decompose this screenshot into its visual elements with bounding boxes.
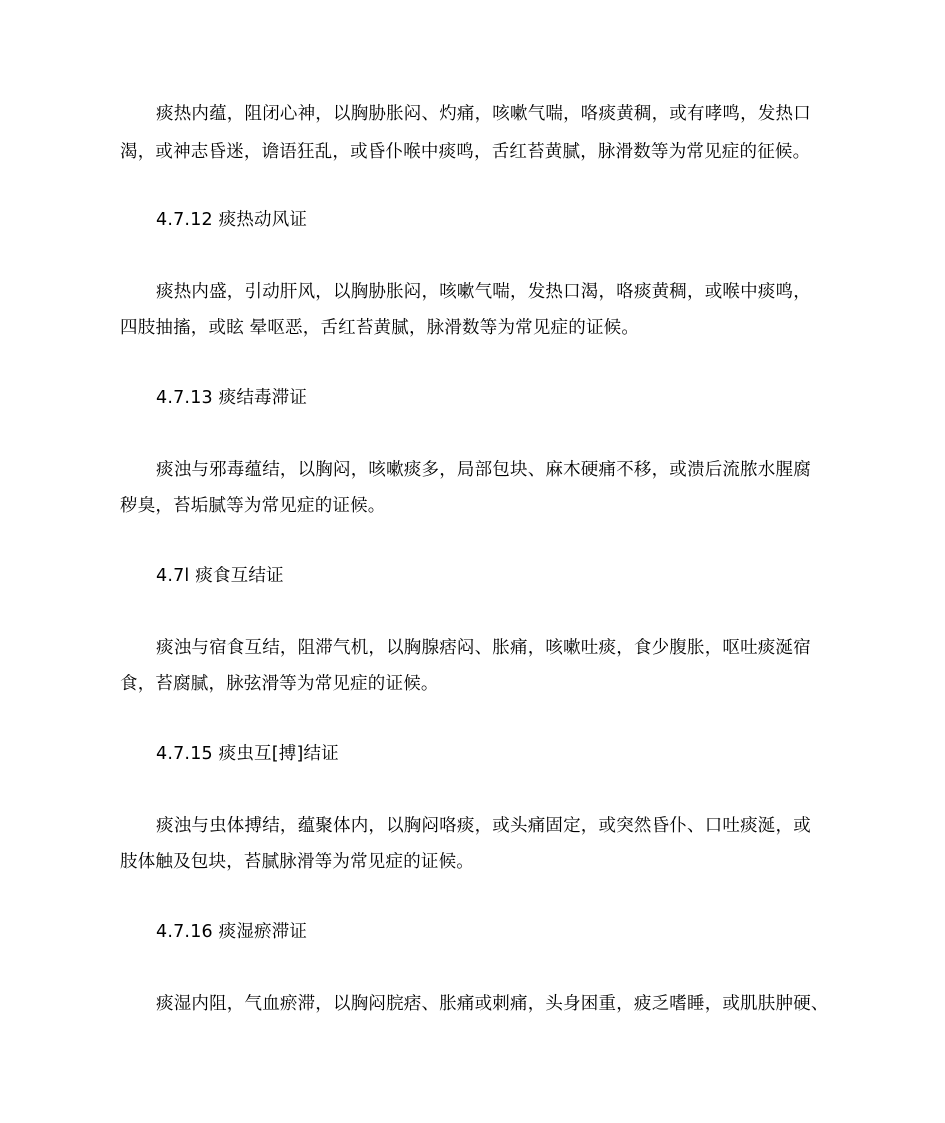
paragraph-3-line-2: 秽臭，苔垢腻等为常见症的证候。 — [120, 496, 386, 516]
section-heading-4-7-14: 4.7l 痰食互结证 — [156, 566, 284, 586]
paragraph-3-line-1: 痰浊与邪毒蕴结，以胸闷，咳嗽痰多，局部包块、麻木硬痛不移，或溃后流脓水腥腐 — [156, 460, 811, 480]
paragraph-4-line-1: 痰浊与宿食互结，阻滞气机，以胸腺痞闷、胀痛，咳嗽吐痰，食少腹胀，呕吐痰涎宿 — [156, 638, 811, 658]
paragraph-1-line-2: 渴，或神志昏迷，谵语狂乱，或昏仆喉中痰鸣，舌红苔黄腻，脉滑数等为常见症的征候。 — [120, 142, 811, 162]
section-heading-4-7-16: 4.7.16 痰湿瘀滞证 — [156, 922, 308, 942]
section-heading-4-7-13: 4.7.13 痰结毒滞证 — [156, 388, 308, 408]
paragraph-5-line-1: 痰浊与虫体搏结，蕴聚体内，以胸闷咯痰，或头痛固定，或突然昏仆、口吐痰涎，或 — [156, 816, 811, 836]
paragraph-4-line-2: 食，苔腐腻，脉弦滑等为常见症的证候。 — [120, 674, 439, 694]
section-heading-4-7-15: 4.7.15 痰虫互[搏]结证 — [156, 744, 339, 764]
paragraph-2-line-2: 四肢抽搐，或眩 晕呕恶，舌红苔黄腻，脉滑数等为常见症的证候。 — [120, 318, 640, 338]
paragraph-2-line-1: 痰热内盛，引动肝风，以胸胁胀闷，咳嗽气喘，发热口渴，咯痰黄稠，或喉中痰鸣， — [156, 282, 811, 302]
section-heading-4-7-12: 4.7.12 痰热动风证 — [156, 210, 308, 230]
paragraph-1-line-1: 痰热内蕴，阻闭心神，以胸胁胀闷、灼痛，咳嗽气喘，咯痰黄稠，或有哮鸣，发热口 — [156, 104, 811, 124]
paragraph-6-line-1: 痰湿内阻，气血瘀滞，以胸闷脘痞、胀痛或刺痛，头身困重，疲乏嗜睡，或肌肤肿硬、 — [156, 994, 829, 1014]
paragraph-5-line-2: 肢体触及包块，苔腻脉滑等为常见症的证候。 — [120, 852, 474, 872]
